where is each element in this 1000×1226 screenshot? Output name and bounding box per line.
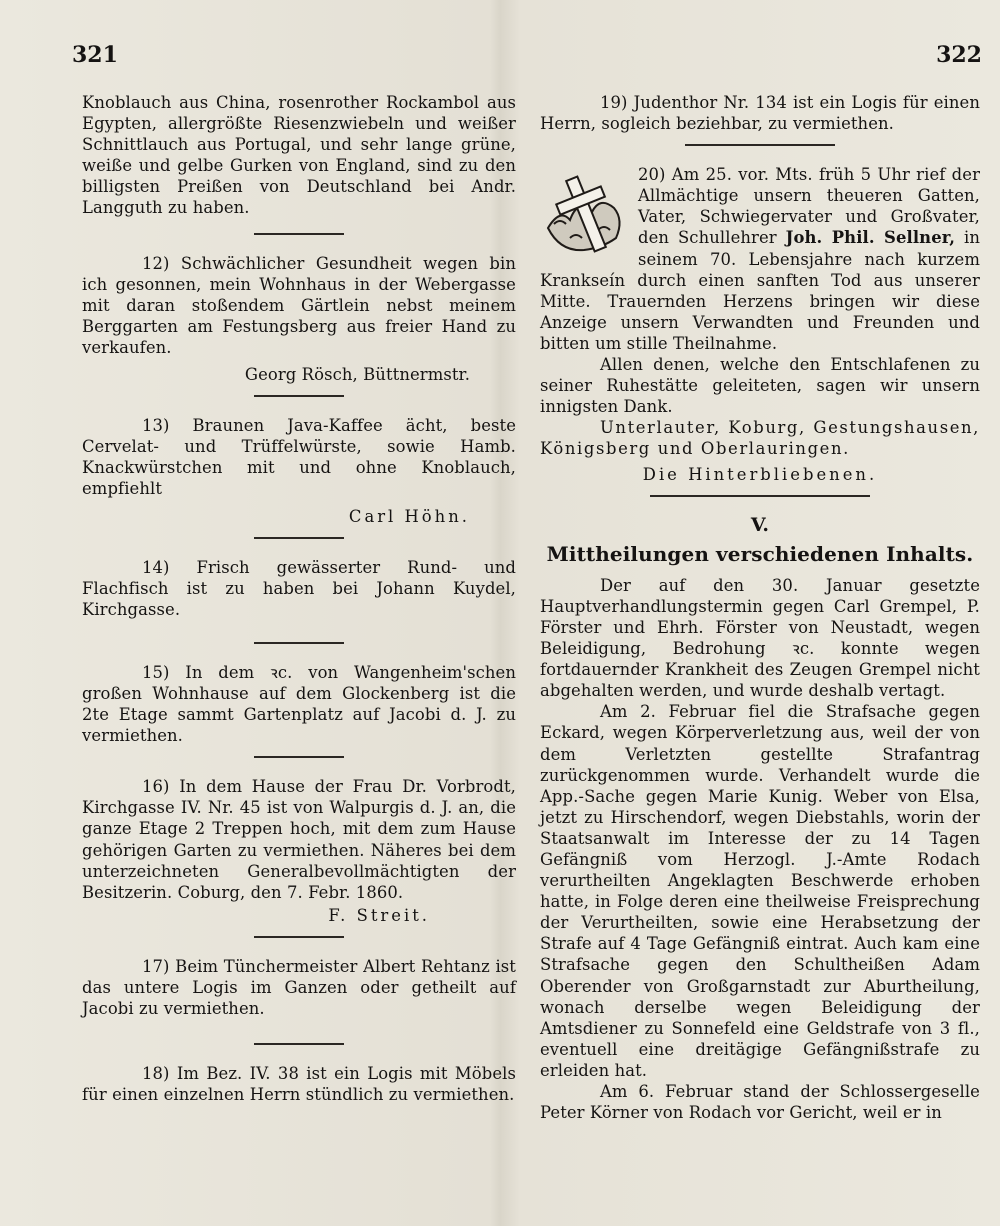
ad-16-text: 16) In dem Hause der Frau Dr. Vorbrodt, Kirchgasse IV. Nr. 45 ist von Walpurgis d. J. an, die ganze Etage 2 Treppen hoch, mit dem zum Hause gehörigen Garten zu vermiethen. Näheres bei dem unterzeichneten Generalbevollmächtigten der Besitzerin. Coburg, den 7. Febr. 1860.	[82, 777, 516, 902]
report-paragraph-2: Am 2. Februar fiel die Strafsache gegen Eckard, wegen Körperverletzung aus, weil der von dem Verletzten gestellte Strafantrag zurückgenommen wurde. Verhandelt wurde die App.-Sache gegen Marie Kunig. Weber von Elsa, jetzt zu Hirschendorf, wegen Diebstahls, worin der Staatsanwalt im Interesse der zu 14 Tagen Gefängniß vom Herzogl. J.-Amte Rodach verurtheilten Angeklagten Beschwerde erhoben hatte, in Folge deren eine theilweise Freisprechung der Verurtheilten, sowie eine Herabsetzung der Strafe auf 4 Tage Gefängniß eintrat. Auch kam eine Strafsache gegen den Schultheißen Adam Oberender von Großgarnstadt zur Aburtheilung, wonach derselbe wegen Beleidigung der Amtsdiener zu Sonnefeld eine Geldstrafe von 3 fl., eventuell eine dreitägige Gefängnißstrafe zu erleiden hat.	[540, 702, 980, 1080]
divider	[254, 642, 344, 644]
ad-17-text: 17) Beim Tünchermeister Albert Rehtanz ist das untere Logis im Ganzen oder getheilt auf Jacobi zu vermiethen.	[82, 956, 516, 1019]
ad-vegetables: Knoblauch aus China, rosenrother Rockambol aus Egypten, allergrößte Riesenzwiebeln und weißer Schnittlauch aus Portugal, und sehr lange grüne, weiße und gelbe Gurken von England, sind zu den billigsten Preißen von Deutschland bei Andr. Langguth zu haben.	[82, 93, 516, 218]
obituary-thanks: Allen denen, welche den Entschlafenen zu seiner Ruhestätte geleiteten, sagen wir unsern innigsten Dank.	[540, 355, 980, 417]
obituary-places: Unterlauter, Koburg, Gestungshausen, Königsberg und Oberlauringen.	[540, 418, 980, 459]
ad-15-text: 15) In dem ꝛc. von Wangenheim'schen großen Wohnhause auf dem Glockenberg ist die 2te Etage sammt Gartenplatz auf Jacobi d. J. zu vermiethen.	[82, 662, 516, 746]
ad-18-text: 18) Im Bez. IV. 38 ist ein Logis mit Möbels für einen einzelnen Herrn stündlich zu vermiethen.	[82, 1064, 516, 1105]
obituary-text-a: 20) Am 25. vor. Mts. früh 5 Uhr rief der Allmächtige unsern theueren Gatten, Vater, Schwiegervater und Großvater, den Schullehrer	[638, 165, 980, 248]
report-paragraph-1: Der auf den 30. Januar gesetzte Hauptverhandlungstermin gegen Carl Grempel, P. Förster und Ehrh. Förster von Neustadt, wegen Beleidigung, Bedrohung ꝛc. konnte wegen fortdauernder Krankheit des Zeugen Grempel nicht abgehalten werden, und wurde deshalb vertagt.	[540, 575, 980, 701]
memorial-cross-icon	[540, 168, 628, 260]
obituary-text-b: in seinem 70. Lebensjahre nach kurzem Krankseín durch einen sanften Tod aus unserer Mitte. Trauernden Herzens bringen wir diese Anzeige unsern Verwandten und Freunden und bitten um stille Theilnahme.	[540, 228, 980, 353]
obituary-name: Joh. Phil. Sellner,	[785, 228, 956, 248]
ad-14-text: 14) Frisch gewässerter Rund- und Flachfisch ist zu haben bei Johann Kuydel, Kirchgasse.	[82, 557, 516, 619]
ad-13-text: 13) Braunen Java-Kaffee ächt, beste Cervelat- und Trüffelwürste, sowie Hamb. Knackwürstchen mit und ohne Knoblauch, empfiehlt	[82, 416, 516, 499]
section-number: V.	[750, 513, 770, 536]
section-title: Mittheilungen verschiedenen Inhalts.	[546, 541, 974, 566]
ad-12-text: 12) Schwächlicher Gesundheit wegen bin ich gesonnen, mein Wohnhaus in der Webergasse mit daran stoßendem Gärtlein nebst meinem Berggarten am Festungsberg aus freier Hand zu verkaufen.	[82, 253, 516, 357]
ad-13-signature: Carl Höhn.	[348, 506, 470, 526]
divider	[254, 233, 344, 235]
page-number-left: 321	[72, 42, 118, 68]
ad-12-signature: Georg Rösch, Büttnermstr.	[244, 365, 470, 385]
page-number-right: 322	[936, 42, 982, 68]
right-column	[540, 92, 980, 1123]
left-column	[82, 92, 516, 1105]
divider	[685, 144, 835, 146]
divider	[254, 537, 344, 539]
divider	[254, 936, 344, 938]
report-paragraph-3: Am 6. Februar stand der Schlossergeselle Peter Körner von Rodach vor Gericht, weil er in	[540, 1082, 980, 1123]
divider	[650, 495, 870, 497]
ad-19-text: 19) Judenthor Nr. 134 ist ein Logis für einen Herrn, sogleich beziehbar, zu vermiethen.	[540, 93, 980, 134]
ad-16-signature: F. Streit.	[328, 905, 430, 925]
obituary-signature: Die Hinterbliebenen.	[642, 464, 878, 484]
divider	[254, 395, 344, 397]
divider	[254, 1043, 344, 1045]
obituary	[540, 164, 980, 484]
divider	[254, 756, 344, 758]
